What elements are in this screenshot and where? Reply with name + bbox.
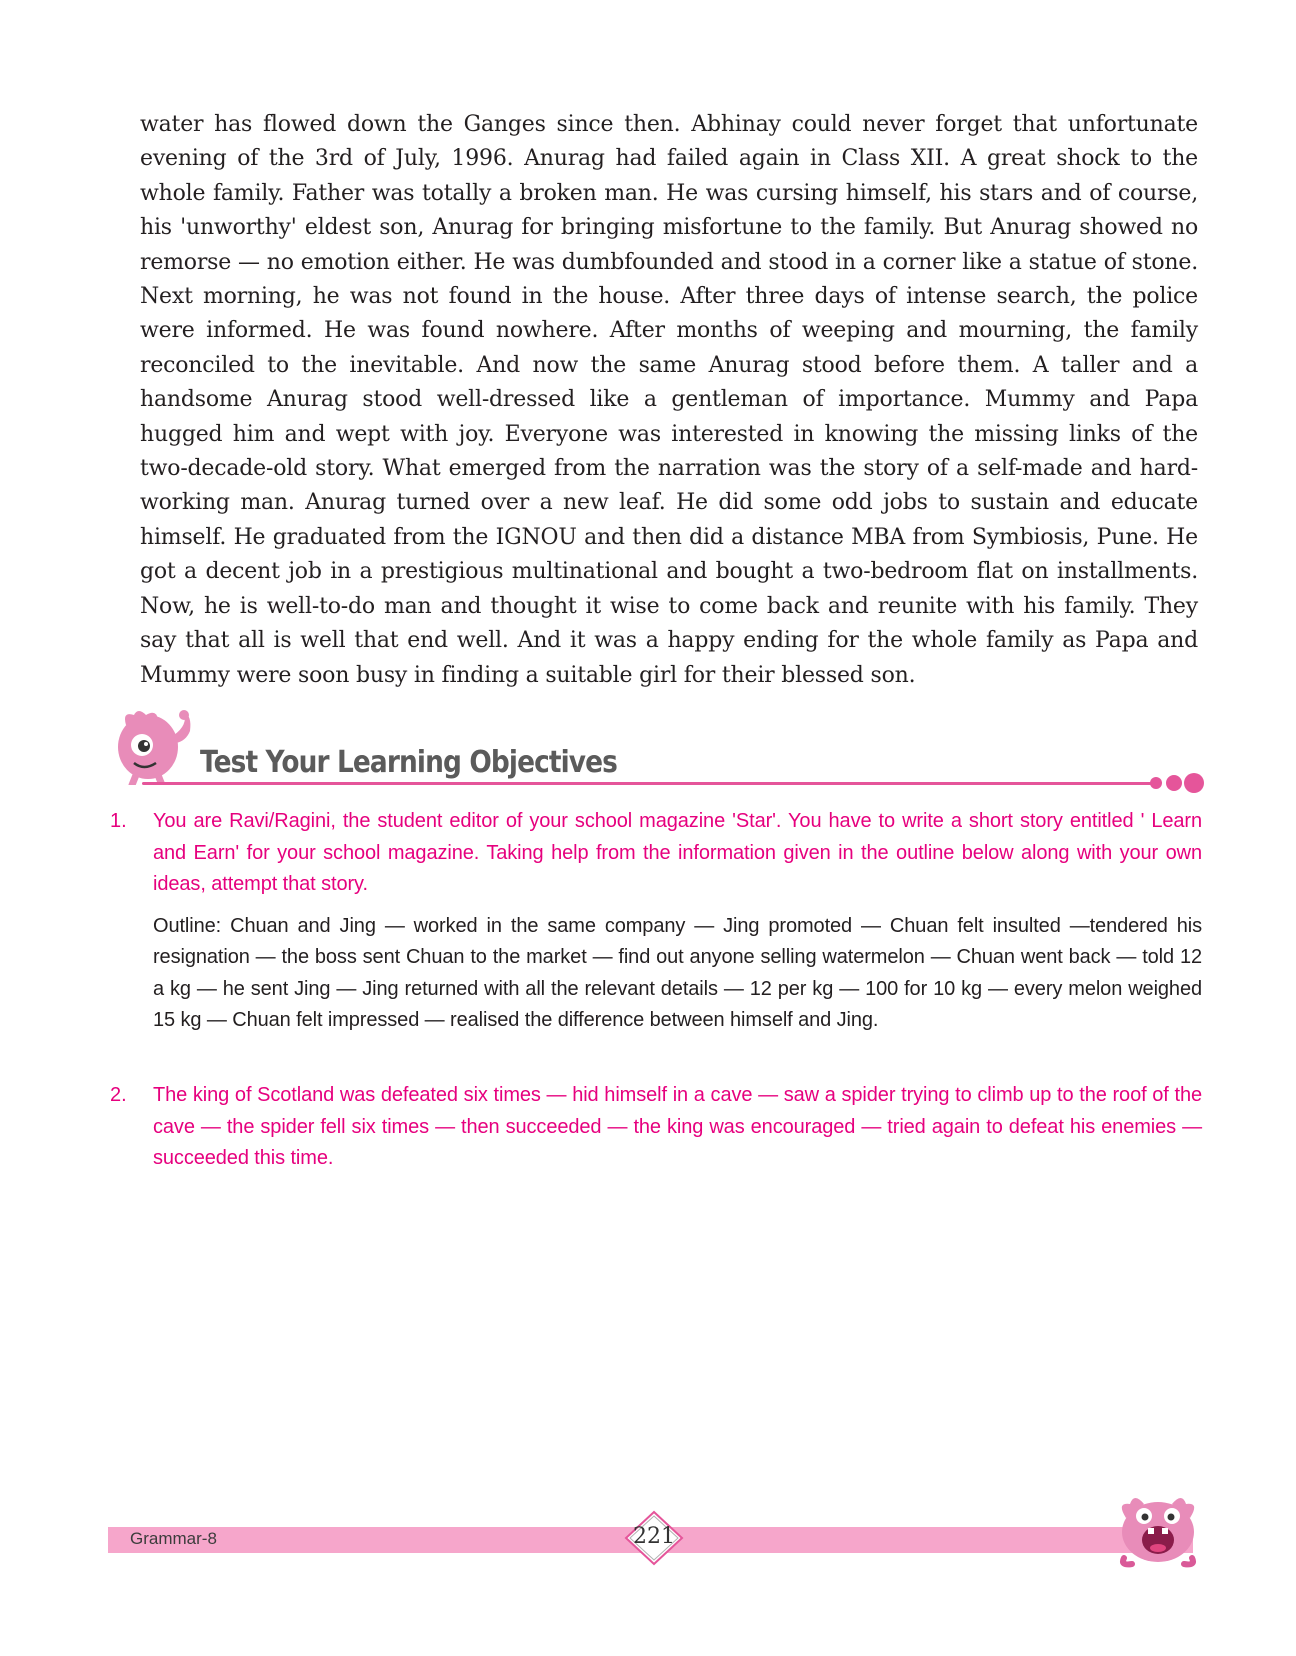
screaming-monster-icon (1108, 1488, 1208, 1568)
question-number: 2. (110, 1084, 127, 1106)
heading-underline (142, 782, 1152, 785)
decorative-dots-icon (1148, 771, 1204, 795)
question-text: You are Ravi/Ragini, the student editor of your school magazine 'Star'. You have to write a short story entitled ' Learn and Earn' for your school magazine. Taking help from the information given in the outline below along with your own ideas, attempt that story. (153, 810, 1202, 895)
section-title: Test Your Learning Objectives (200, 745, 617, 780)
story-paragraph: water has flowed down the Ganges since then. Abhinay could never forget that unfortunate evening of the 3rd of July, 1996. Anurag had failed again in Class XII. A great shock to the whole family. Father was totally a broken man. He was cursing himself, his stars and of course, his 'unworthy' eldest son, Anurag for bringing misfortune to the family. But Anurag showed no remorse — no emotion either. He was dumbfounded and stood in a corner like a statue of stone. Next morning, he was not found in the house. After three days of intense search, the police were informed. He was found nowhere. After months of weeping and mourning, the family reconciled to the inevitable. And now the same Anurag stood before them. A taller and a handsome Anurag stood well-dressed like a gentleman of importance. Mummy and Papa hugged him and wept with joy. Everyone was interested in knowing the missing links of the two-decade-old story. What emerged from the narration was the story of a self-made and hard-working man. Anurag turned over a new leaf. He did some odd jobs to sustain and educate himself. He graduated from the IGNOU and then did a distance MBA from Symbiosis, Pune. He got a decent job in a prestigious multinational and bought a two-bedroom flat on installments. Now, he is well-to-do man and thought it wise to come back and reunite with his family. They say that all is well that end well. And it was a happy ending for the whole family as Papa and Mummy were soon busy in finding a suitable girl for their blessed son. (140, 112, 1198, 688)
question-outline: Outline: Chuan and Jing — worked in the same company — Jing promoted — Chuan felt insulted —tendered his resignation — the boss sent Chuan to the market — find out anyone selling watermelon — Chuan went back — told 12 a kg — he sent Jing — Jing returned with all the relevant details — 12 per kg — 100 for 10 kg — every melon weighed 15 kg — Chuan felt impressed — realised the difference between himself and Jing. (153, 914, 1202, 1031)
question-text: The king of Scotland was defeated six times — hid himself in a cave — saw a spider trying to climb up to the roof of the cave — the spider fell six times — then succeeded — the king was encouraged — tried again to defeat his enemies — succeeded this time. (153, 1084, 1202, 1169)
question-number: 1. (110, 810, 127, 832)
pink-monster-mascot-icon (112, 705, 204, 785)
page-number: 221 (633, 1524, 675, 1549)
question-2 (110, 1080, 1202, 1175)
footer-book-title: Grammar-8 (130, 1529, 217, 1548)
question-1 (110, 806, 1202, 1037)
section-heading (112, 705, 1202, 795)
